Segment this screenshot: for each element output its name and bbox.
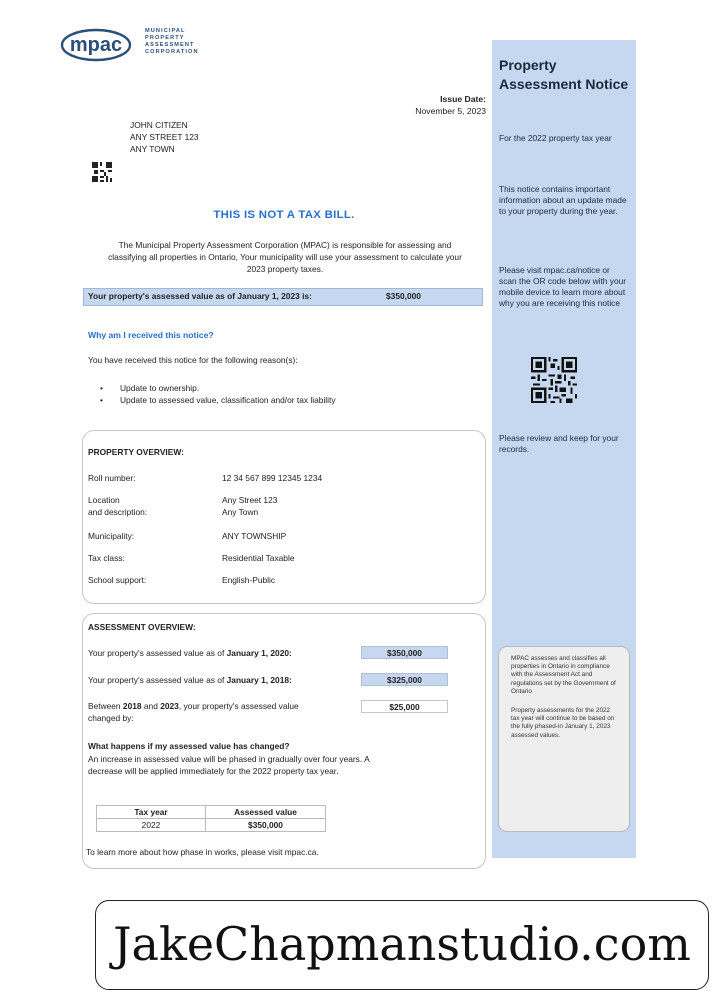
label-text: Between	[88, 701, 123, 711]
issue-date-label: Issue Date:	[440, 94, 486, 104]
not-a-tax-bill-banner: THIS IS NOT A TAX BILL.	[213, 209, 355, 221]
location-value	[222, 494, 277, 518]
intro-paragraph: The Municipal Property Assessment Corporation (MPAC) is responsible for assessing and classifying all properties in Ontario, Your municipality will use your assessment to calculate your 2023 property taxes.	[108, 240, 462, 274]
value-2018-label	[88, 674, 292, 686]
table-header-row	[97, 806, 326, 819]
value-2018: $325,000	[361, 673, 448, 686]
tax-year-cell: 2022	[97, 819, 206, 832]
column-header-tax-year: Tax year	[97, 806, 206, 819]
value-change-question: What happens if my assessed value has changed?	[88, 741, 290, 751]
reason-list	[100, 382, 336, 406]
recipient-street: ANY STREET 123	[130, 132, 199, 142]
info-card-text: MPAC assesses and classifies all properties in Ontario in compliance with the Assessment Act and regulations set by the Government of Ontario	[511, 655, 616, 695]
label-text: , your property's assessed value	[178, 701, 299, 711]
tax-class-label: Tax class:	[88, 553, 125, 563]
location-value-line: Any Town	[222, 507, 259, 517]
location-value-line: Any Street 123	[222, 495, 278, 505]
info-text: This notice contains important information about an update made to your property during the year.	[499, 184, 627, 216]
roll-number-label: Roll number:	[88, 473, 136, 483]
recipient-name: JOHN CITIZEN	[130, 120, 188, 130]
value-2020-label	[88, 647, 292, 659]
value-change: $25,000	[361, 700, 448, 713]
tax-class-value: Residential Taxable	[222, 553, 295, 563]
recipient-address	[130, 119, 199, 155]
value-change-label	[88, 700, 356, 724]
keep-records-text: Please review and keep for your records.	[499, 433, 619, 454]
label-year: 2018	[122, 701, 142, 711]
issue-date: November 5, 2023	[415, 106, 486, 116]
qr-code-icon[interactable]	[531, 357, 577, 403]
org-line: PROPERTY	[145, 35, 185, 41]
phase-in-footer: To learn more about how phase in works, please visit mpac.ca.	[86, 847, 319, 857]
org-line: MUNICIPAL	[145, 28, 186, 34]
property-overview-title: PROPERTY OVERVIEW:	[88, 447, 184, 457]
list-item: • Update to ownership.	[100, 382, 336, 394]
org-line: CORPORATION	[145, 49, 199, 55]
location-label-line: Location	[88, 495, 120, 505]
school-support-label: School support:	[88, 575, 147, 585]
school-support-value: English-Public	[222, 575, 276, 585]
why-intro-text: You have received this notice for the following reason(s):	[88, 355, 298, 365]
watermark-banner: JakeChapmanstudio.com	[95, 900, 709, 990]
phase-in-table	[96, 805, 326, 832]
value-change-explanation: An increase in assessed value will be phased in gradually over four years. A decrease will be applied immediately for the 2022 property tax year.	[88, 754, 370, 776]
label-date: January 1, 2020:	[226, 648, 292, 658]
value-2020: $350,000	[361, 646, 448, 659]
table-row	[97, 819, 326, 832]
visit-text: Please visit mpac.ca/notice or scan the OR code below with your mobile device to learn more about why you are receiving this notice	[499, 265, 627, 308]
notice-title: Property Assessment Notice	[499, 57, 629, 92]
assessment-overview-title: ASSESSMENT OVERVIEW:	[88, 622, 196, 632]
label-date: January 1, 2018:	[226, 675, 292, 685]
tax-year-text: For the 2022 property tax year	[499, 133, 612, 143]
mpac-info-card	[498, 646, 630, 832]
info-card-text: Property assessments for the 2022 tax year will continue to be based on the fully phased-in January 1, 2023 assessed values.	[511, 707, 615, 739]
label-text: Your property's assessed value as of	[88, 675, 227, 685]
label-text: and	[141, 701, 161, 711]
assessed-value-cell: $350,000	[206, 819, 326, 832]
label-text: changed by:	[88, 713, 134, 723]
assessed-value-amount: $350,000	[386, 291, 421, 301]
municipality-label: Municipality:	[88, 531, 135, 541]
address-qr-icon	[92, 162, 112, 182]
org-line: ASSESSMENT	[145, 42, 195, 48]
roll-number-value: 12 34 567 899 12345 1234	[222, 473, 323, 483]
column-header-assessed-value: Assessed value	[206, 806, 326, 819]
why-section-title: Why am I received this notice?	[88, 330, 214, 340]
list-item: • Update to assessed value, classification and/or tax liability	[100, 394, 336, 406]
recipient-town: ANY TOWN	[130, 144, 175, 154]
label-text: Your property's assessed value as of	[88, 648, 227, 658]
mpac-logo	[60, 28, 132, 62]
municipality-value: ANY TOWNSHIP	[222, 531, 287, 541]
organization-name	[145, 28, 199, 56]
location-label-line: and description:	[88, 507, 148, 517]
location-label	[88, 494, 147, 518]
label-year: 2023	[160, 701, 179, 711]
assessed-value-label: Your property's assessed value as of January 1, 2023 is:	[88, 291, 312, 301]
logo-wordmark: mpac	[69, 34, 123, 56]
